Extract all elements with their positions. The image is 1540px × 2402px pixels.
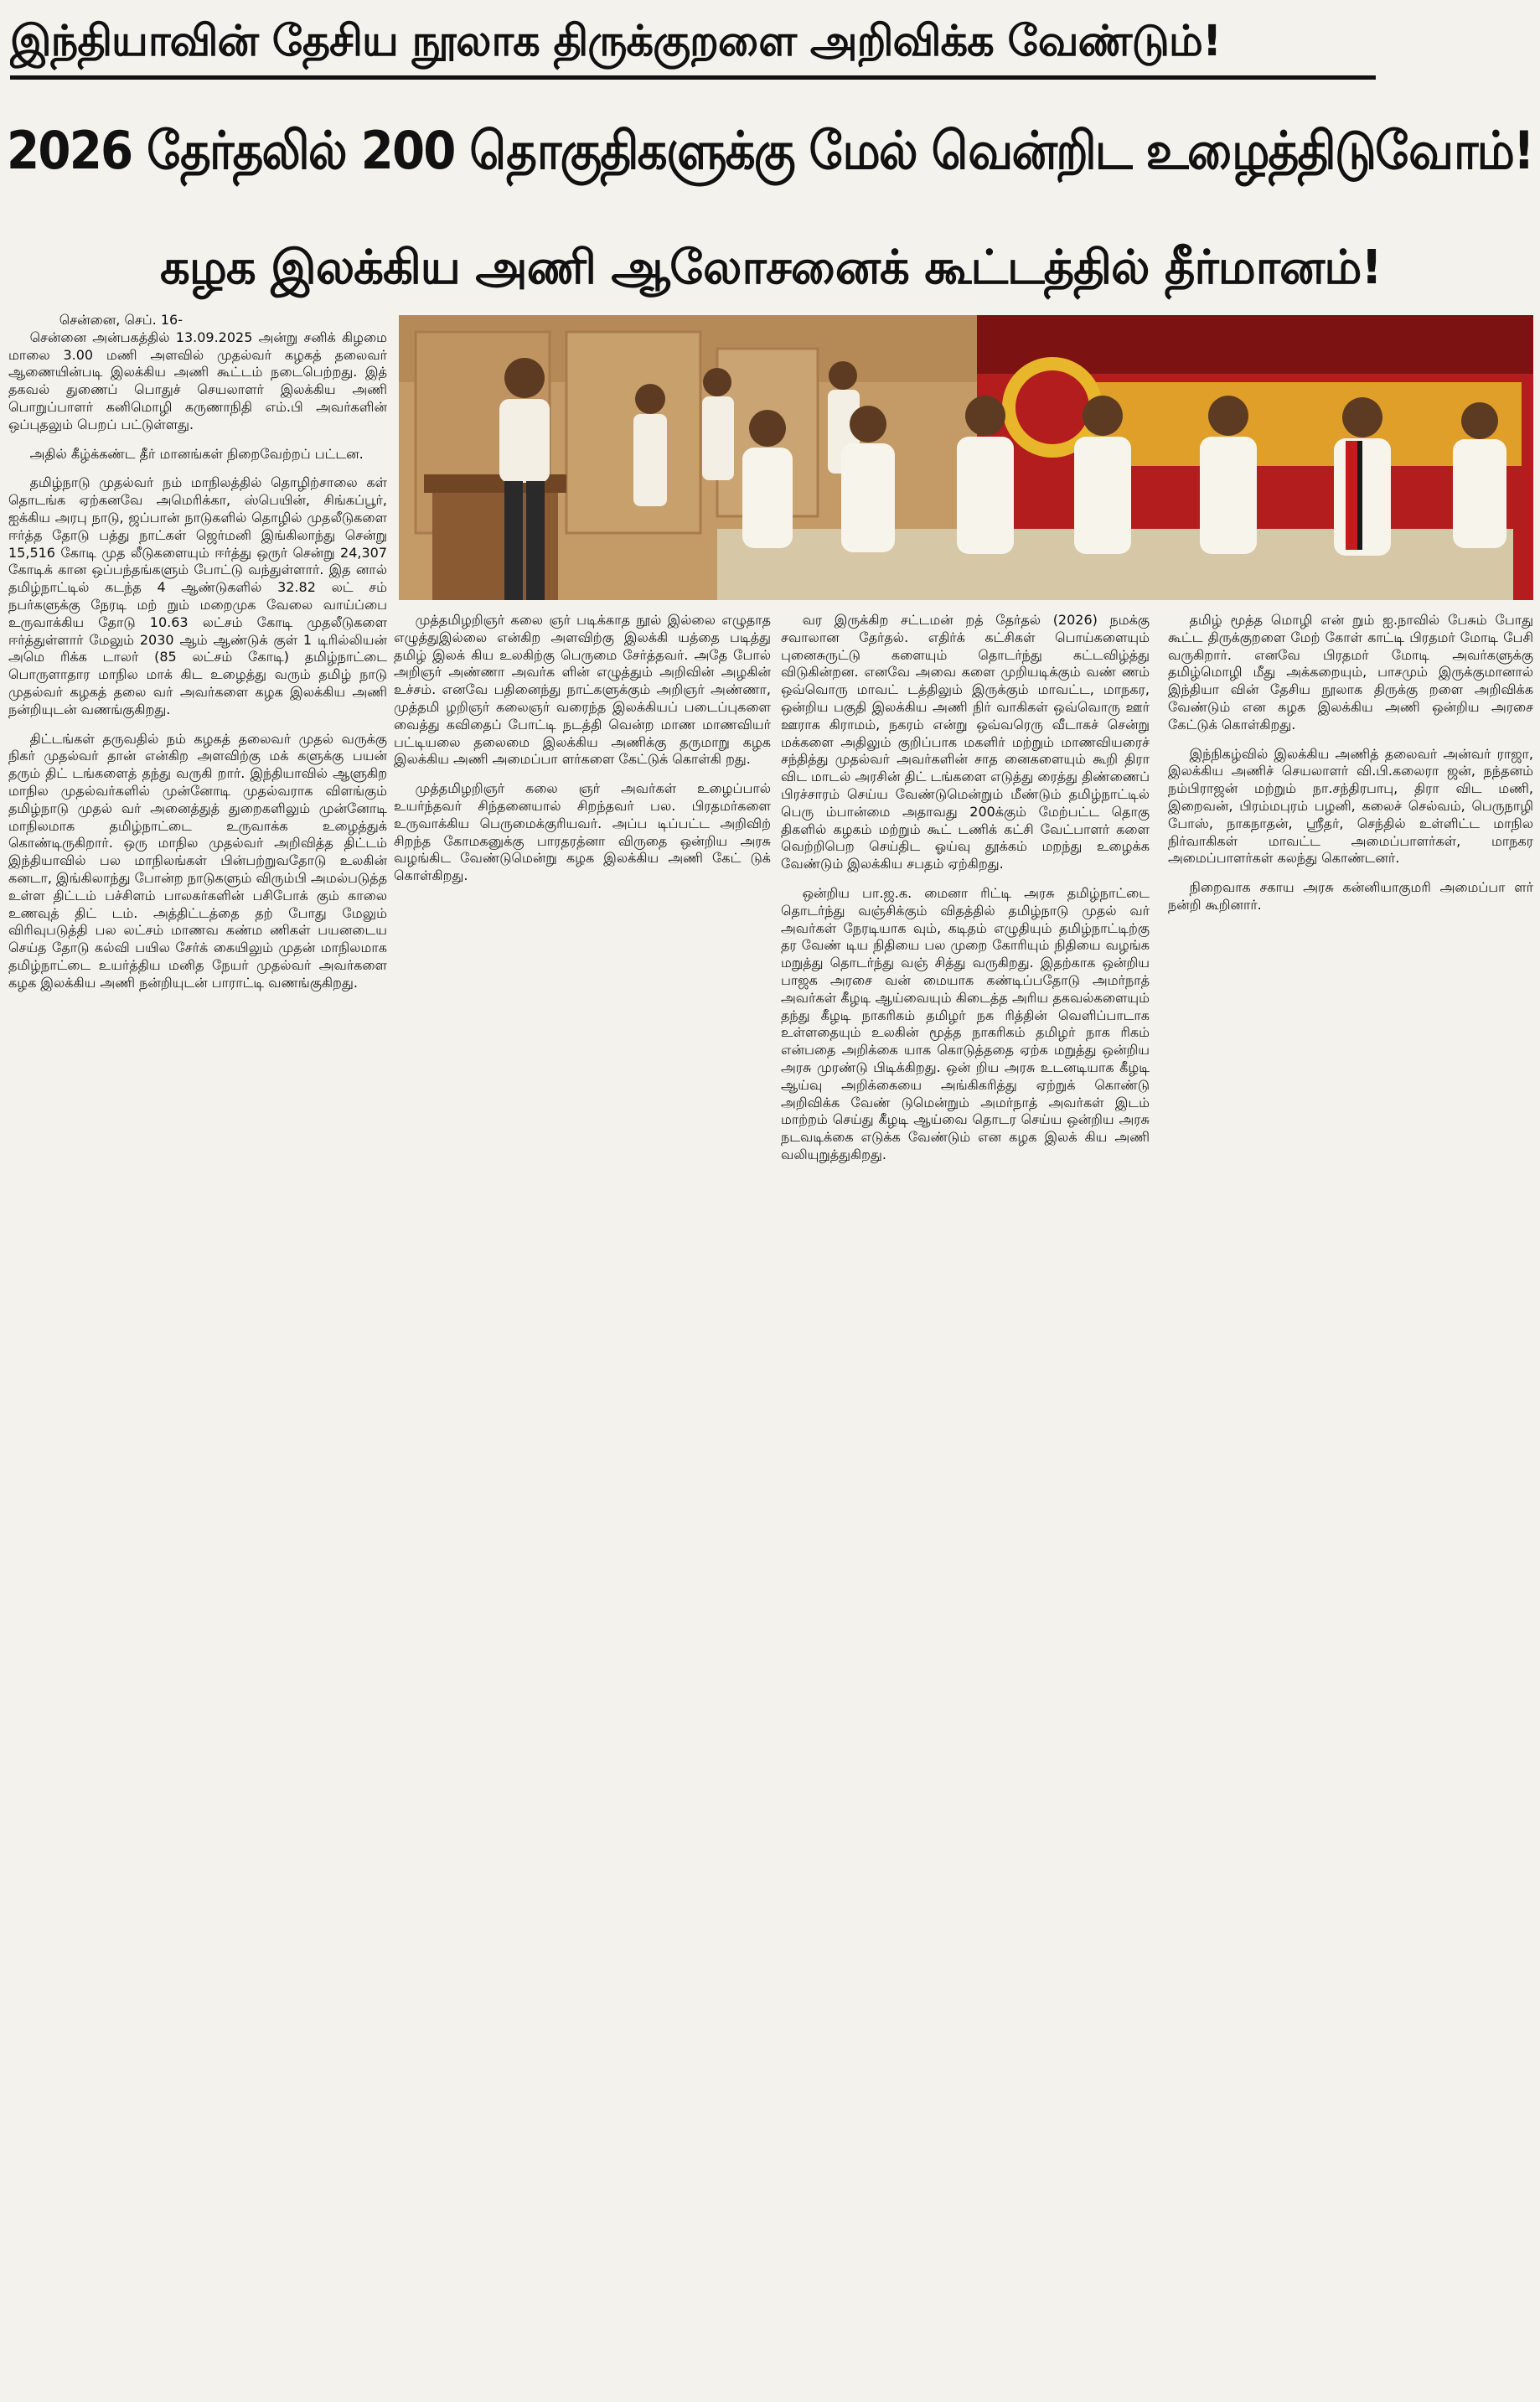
main-headline: 2026 தேர்தலில் 200 தொகுதிகளுக்கு மேல் வென்றிட உழைத்திடுவோம்! (7, 120, 1533, 181)
event-photo (399, 315, 1533, 600)
article-paragraph-9: தமிழ் மூத்த மொழி என் றும் ஐ.நாவில் பேசும் போது கூட்ட திருக்குறளை மேற் கோள் காட்டி பிரதமர் மோடி பேசி வருகிறார். எனவே பிரதமர் மோடி அவர்களுக்கு தமிழ்மொழி மீது அக்கறையும், பாசமும் இருக்குமானால் இந்தியா வின் தேசிய நூலாக திருக்கு றளை அறிவிக்க வேண்டும் என கழக இலக்கிய அணி ஒன்றிய அரசை கேட்டுக் கொள்கிறது. (1168, 612, 1533, 733)
article-column-2 (394, 612, 771, 2399)
article-paragraph-7: வர இருக்கிற சட்டமன் றத் தேர்தல் (2026) நமக்கு சவாலான தேர்தல். எதிர்க் கட்சிகள் பொய்களையும் புனைசுருட்டு களையும் தொடர்ந்து கட்டவிழ்த்து விடுகின்றன. எனவே அவை களை முறியடிக்கும் வண் ணம் ஒவ்வொரு மாவட் டத்திலும் இருக்கும் மாவட்ட, மாநகர, ஒன்றிய பகுதி இலக்கிய அணி நிர் வாகிகள் ஒவ்வொரு ஊர் ஊராக கிராமம், நகரம் என்று ஒவ்வரெரு வீடாகச் சென்று மக்களை அதிலும் குறிப்பாக மகளிர் மற்றும் மாணவியரைச் சந்தித்து முதல்வர் அவர்களின் சாத னைகளையும் கூறி திரா விட மாடல் அரசின் திட் டங்களை எடுத்து ரைத்து திண்ணைப் பிரச்சாரம் செய்ய வேண்டுமென்றும் மீண்டும் தமிழ்நாட்டில் பெரு ம்பான்மை அதாவது 200க்கும் மேற்பட்ட தொகு திகளில் கழகம் மற்றும் கூட் டணிக் கட்சி வேட்பாளர் களை வெற்றிபெற செய்திட ஓய்வு தூக்கம் மறந்து உழைக்க வேண்டும் இலக்கிய சபதம் ஏற்கிறது. (781, 612, 1150, 872)
article-column-1 (8, 312, 387, 2399)
article-paragraph-2: அதில் கீழ்க்கண்ட தீர் மானங்கள் நிறைவேற்றப் பட்டன. (29, 445, 364, 462)
event-photo-illustration (399, 315, 1533, 600)
article-paragraph-6: முத்தமிழறிஞர் கலை ஞர் அவர்கள் உழைப்பால் உயர்ந்தவர் சிந்தனையால் சிறந்தவர் பல. பிரதமர்களை உருவாக்கிய பெருமைக்குரியவர். அப்ப டிப்பட்ட அறிவிற் சிறந்த கோமகனுக்கு பாரதரத்னா விருதை ஒன்றிய அரசு வழங்கிட வேண்டுமென்று கழக இலக்கிய அணி கேட் டுக் கொள்கிறது. (394, 780, 771, 884)
article-paragraph-4: திட்டங்கள் தருவதில் நம் கழகத் தலைவர் முதல் வருக்கு நிகர் முதல்வர் தான் என்கிற அளவிற்கு மக் களுக்கு பயன் தரும் திட் டங்களைத் தந்து வருகி றார். இந்தியாவில் ஆளுகிற மாநில முதல்வர்களில் முன்னோடி முதல்வராக விளங்கும் தமிழ்நாடு முதல் வர் அனைத்துத் துறைகளிலும் முன்னோடி மாநிலமாக தமிழ்நாட்டை உருவாக்க உழைத்துக் கொண்டிருகிறார். ஒரு மாநில முதல்வர் அறிவித்த திட்டம் இந்தியாவில் பல மாநிலங்கள் பின்பற்றுவதோடு உலகின் கனடா, இங்கிலாந்து போன்ற நாடுகளும் விரும்பி அமல்படுத்த உள்ள திட்டம் பச்சிளம் பாலகர்களின் பசிபோக் கும் காலை உணவுத் திட் டம். அத்திட்டத்தை தற் போது மேலும் விரிவுபடுத்தி பல லட்சம் மாணவ கண்ம ணிகள் பயனடைய செய்த தோடு கல்வி பயில சேர்க் கையிலும் முதன் மாநிலமாக தமிழ்நாட்டை உயர்த்திய மனித நேயர் முதல்வர் அவர்களை கழக இலக்கிய அணி நன்றியுடன் பாராட்டி வணங்குகிறது. (8, 730, 387, 991)
article-column-3 (781, 612, 1150, 2399)
article-paragraph-3: தமிழ்நாடு முதல்வர் நம் மாநிலத்தில் தொழிற்சாலை கள் தொடங்க ஏற்கனவே அமெரிக்கா, ஸ்பெயின், சிங்கப்பூர், ஐக்கிய அரபு நாடு, ஜப்பான் நாடுகளில் தொழில் முதலீடுகளை ஈர்த்த தோடு பத்து நாட்கள் ஜெர்மனி இங்கிலாந்து சென்று 15,516 கோடி முத லீடுகளையும் ஈர்த்து ஒருர் சென்று 24,307 கோடிக் கான ஒப்பந்தங்களும் போட்டு வந்துள்ளார். இத னால் தமிழ்நாட்டில் கடந்த 4 ஆண்டுகளில் 32.82 லட் சம் நபர்களுக்கு நேரடி மற் றும் மறைமுக வேலை வாய்ப்பை உருவாக்கிய தோடு 10.63 லட்சம் கோடி முதலீடுகளை ஈர்த்துள்ளார் மேலும் 2030 ஆம் ஆண்டுக் குள் 1 டிரில்லியன் அமெ ரிக்க டாலர் (85 லட்சம் கோடி) தமிழ்நாட்டை பொருளாதார மாநில மாக் கிட உழைத்து வரும் தமிழ் நாடு முதல்வர் கழகத் தலை வர் அவர்களை கழக இலக்கிய அணி நன்றியுடன் வணங்குகிறது. (8, 474, 387, 717)
article-paragraph-11: நிறைவாக சகாய அரசு கன்னியாகுமரி அமைப்பா ளர் நன்றி கூறினார். (1168, 879, 1533, 913)
dateline: சென்னை, செப். 16- (59, 312, 183, 328)
kicker-headline: இந்தியாவின் தேசிய நூலாக திருக்குறளை அறிவிக்க வேண்டும்! (10, 17, 1222, 66)
article-paragraph-8: ஒன்றிய பா.ஜ.க. மைனா ரிட்டி அரசு தமிழ்நாட்டை தொடர்ந்து வஞ்சிக்கும் விதத்தில் தமிழ்நாடு முதல் வர் அவர்கள் நேரடியாக வும், கடிதம் எழுதியும் தமிழ்நாட்டிற்கு தர வேண் டிய நிதியை பல முறை கோரியும் நிதியை வழங்க மறுத்து தொடர்ந்து வஞ் சித்து வருகிறது. இதற்காக ஒன்றிய பாஜக அரசை வன் மையாக கண்டிப்பதோடு அமர்நாத் அவர்கள் கீழடி ஆய்வையும் கிடைத்த அரிய தகவல்களையும் தந்து கீழடி நாகரிகம் தமிழர் நக ரித்தின் வெளிப்பாடாக உள்ளதையும் உலகின் மூத்த நாகரிகம் தமிழர் நாக ரிகம் என்பதை அறிக்கை யாக கொடுத்ததை ஏற்க மறுத்து ஒன்றிய அரசு முரண்டு பிடிக்கிறது. ஒன் றிய அரசு உடனடியாக கீழடி ஆய்வு அறிக்கையை அங்கிகரித்து ஏற்றுக் கொண்டு அறிவிக்க வேண் டுமென்றும் அமர்நாத் அவர்கள் இடம் மாற்றம் செய்து கீழடி ஆய்வை தொடர செய்ய ஒன்றிய அரசு நடவடிக்கை எடுக்க வேண்டும் என கழக இலக் கிய அணி வலியுறுத்துகிறது. (781, 884, 1150, 1162)
kicker-underline (10, 75, 1376, 80)
article-paragraph-10: இந்நிகழ்வில் இலக்கிய அணித் தலைவர் அன்வர் ராஜா, இலக்கிய அணிச் செயலாளர் வி.பி.கலைரா ஜன், நந்தனம் நம்பிராஜன் மற்றும் நா.சந்திரபாபு, திரா விட மணி, இறைவன், பிரம்மபுரம் பழனி, கலைச் செல்வம், பெருநாழி போஸ், நாகநாதன், ஸ்ரீதர், செந்தில் உள்ளிட்ட மாநில நிர்வாகிகள் மாவட்ட அமைப்பாளர்கள், மாநகர அமைப்பாளர்கள் கலந்து கொண்டனர். (1168, 745, 1533, 867)
article-paragraph-1: சென்னை அன்பகத்தில் 13.09.2025 அன்று சனிக் கிழமை மாலை 3.00 மணி அளவில் முதல்வர் கழகத் தலைவர் ஆணையின்படி இலக்கிய அணி கூட்டம் நடைபெற்றது. இத் தகவல் துணைப் பொதுச் செயலாளர் இலக்கிய அணி பொறுப்பாளர் கனிமொழி கருணாநிதி எம்.பி அவர்களின் ஒப்புதலும் பெறப் பட்டுள்ளது. (8, 329, 387, 432)
sub-headline: கழக இலக்கிய அணி ஆலோசனைக் கூட்டத்தில் தீர்மானம்! (160, 241, 1382, 295)
article-paragraph-5: முத்தமிழறிஞர் கலை ஞர் படிக்காத நூல் இல்லை எழுதாத எழுத்துஇல்லை என்கிற அளவிற்கு இலக்கி யத்தை படித்து தமிழ் இலக் கிய உலகிற்கு பெருமை சேர்த்தவர். அதே போல் அறிஞர் அண்ணா அவர்க ளின் எழுத்தும் அறிவின் அழகின் உச்சம். எனவே பதினைந்து நாட்களுக்கும் அறிஞர் அண்ணா, முத்தமி ழறிஞர் கலைஞர் வரைந்த இலக்கியப் படைப்புகளை வைத்து கவிதைப் போட்டி நடத்தி வென்ற மாண மாணவியர் பட்டியலை தலைமை இலக்கிய அணிக்கு தருமாறு கழக இலக்கிய அணி அமைப்பா ளர்களை கேட்டுக் கொள்கி றது. (394, 612, 771, 768)
article-column-4 (1168, 612, 1533, 2399)
